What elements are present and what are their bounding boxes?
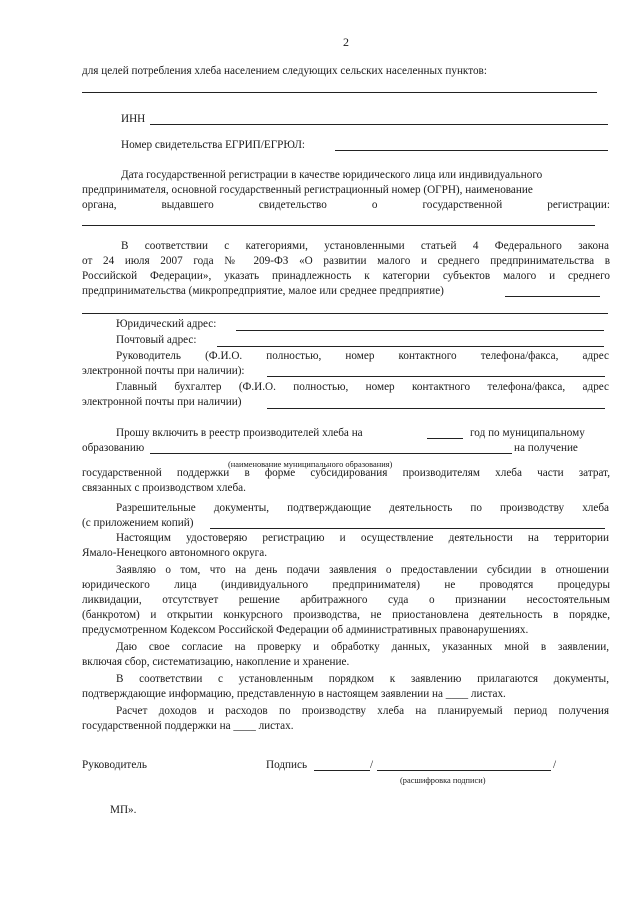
signature-hint: (расшифровка подписи) [400,776,486,785]
request-line-3: государственной поддержки в форме субсидирования производителям хлеба части затрат, [82,467,610,479]
category-line-4: предпринимательства (микропредприятие, малое или среднее предприятие) [82,285,444,297]
request-line-2b: на получение [514,442,578,454]
request-line-2a: образованию [82,442,145,454]
permits-line-1: Разрешительные документы, подтверждающие деятельность по производству хлеба [116,502,609,514]
signature-blank [314,770,370,771]
declare-line-1: Заявляю о том, что на день подачи заявления о предоставлении субсидии в отношении [116,564,609,576]
category-line-1: В соответствии с категориями, установленными статьей 4 Федерального закона [121,240,609,252]
inn-label: ИНН [121,113,146,125]
inn-blank [150,124,608,125]
category-blank-2 [82,313,608,314]
intro-line: для целей потребления хлеба населением следующих сельских населенных пунктов: [82,65,487,77]
permits-blank [210,528,605,529]
postal-address-label: Почтовый адрес: [116,334,197,346]
municipality-blank [150,453,512,454]
reg-date-line-2: предпринимателя, основной государственный регистрационный номер (ОГРН), наименование [82,184,533,196]
attachments-line-2: подтверждающие информацию, представленную в настоящем заявлении на ____ листах. [82,688,506,700]
calc-line-2: государственной поддержки на ____ листах. [82,720,294,732]
legal-address-blank [236,330,604,331]
signature-role: Руководитель [82,759,147,771]
attachments-line-1: В соответствии с установленным порядком к заявлению прилагаются документы, [116,673,609,685]
declare-line-2: юридического лица (индивидуального предпринимателя) не проводятся процедуры [82,579,610,591]
egrip-blank [335,150,608,151]
consent-line-2: включая сбор, систематизацию, накопление и хранение. [82,656,350,668]
accountant-line-1: Главный бухгалтер (Ф.И.О. полностью, номер контактного телефона/факса, адрес [116,381,609,393]
category-line-3: Российской Федерации», указать принадлежность к категории субъектов малого и среднего [82,270,610,282]
category-blank-1 [505,296,600,297]
signature-label: Подпись [266,759,308,771]
municipality-hint: (наименование муниципального образования) [228,460,393,469]
calc-line-1: Расчет доходов и расходов по производству хлеба на планируемый период получения [116,705,609,717]
director-blank [267,376,605,377]
request-line-4: связанных с производством хлеба. [82,482,246,494]
egrip-label: Номер свидетельства ЕГРИП/ЕГРЮЛ: [121,139,306,151]
stamp-label: МП». [110,804,137,816]
reg-date-line-3: органа, выдавшего свидетельство о государственной регистрации: [82,199,610,211]
year-blank [427,438,463,439]
certify-line-2: Ямало-Ненецкого автономного округа. [82,547,268,559]
reg-date-blank [82,225,595,226]
director-line-1: Руководитель (Ф.И.О. полностью, номер контактного телефона/факса, адрес [116,350,609,362]
settlements-blank [82,92,597,93]
request-line-1a: Прошу включить в реестр производителей хлеба на [116,427,363,439]
accountant-blank [267,408,605,409]
declare-line-3: ликвидации, отсутствует решение арбитражного суда о признании несостоятельным [82,594,610,606]
consent-line-1: Даю свое согласие на проверку и обработку данных, указанных мной в заявлении, [116,641,609,653]
postal-address-blank [217,346,604,347]
certify-line-1: Настоящим удостоверяю регистрацию и осуществление деятельности на территории [116,532,609,544]
declare-line-4: (банкротом) и открытии конкурсного производства, не приостановлена деятельность в порядке, [82,609,610,621]
signature-slash-2: / [553,759,557,771]
signature-slash-1: / [370,759,374,771]
accountant-line-2: электронной почты при наличии) [82,396,242,408]
category-line-2: от 24 июля 2007 года № 209-ФЗ «О развитии малого и среднего предпринимательства в [82,255,610,267]
declare-line-5: предусмотренном Кодексом Российской Федерации об административных правонарушениях. [82,624,529,636]
legal-address-label: Юридический адрес: [116,318,217,330]
page-number: 2 [343,35,349,49]
reg-date-line-1: Дата государственной регистрации в качестве юридического лица или индивидуального [121,169,543,181]
request-line-1b: год по муниципальному [470,427,585,439]
permits-line-2: (с приложением копий) [82,517,194,529]
director-line-2: электронной почты при наличии): [82,365,245,377]
signature-name-blank [377,770,551,771]
